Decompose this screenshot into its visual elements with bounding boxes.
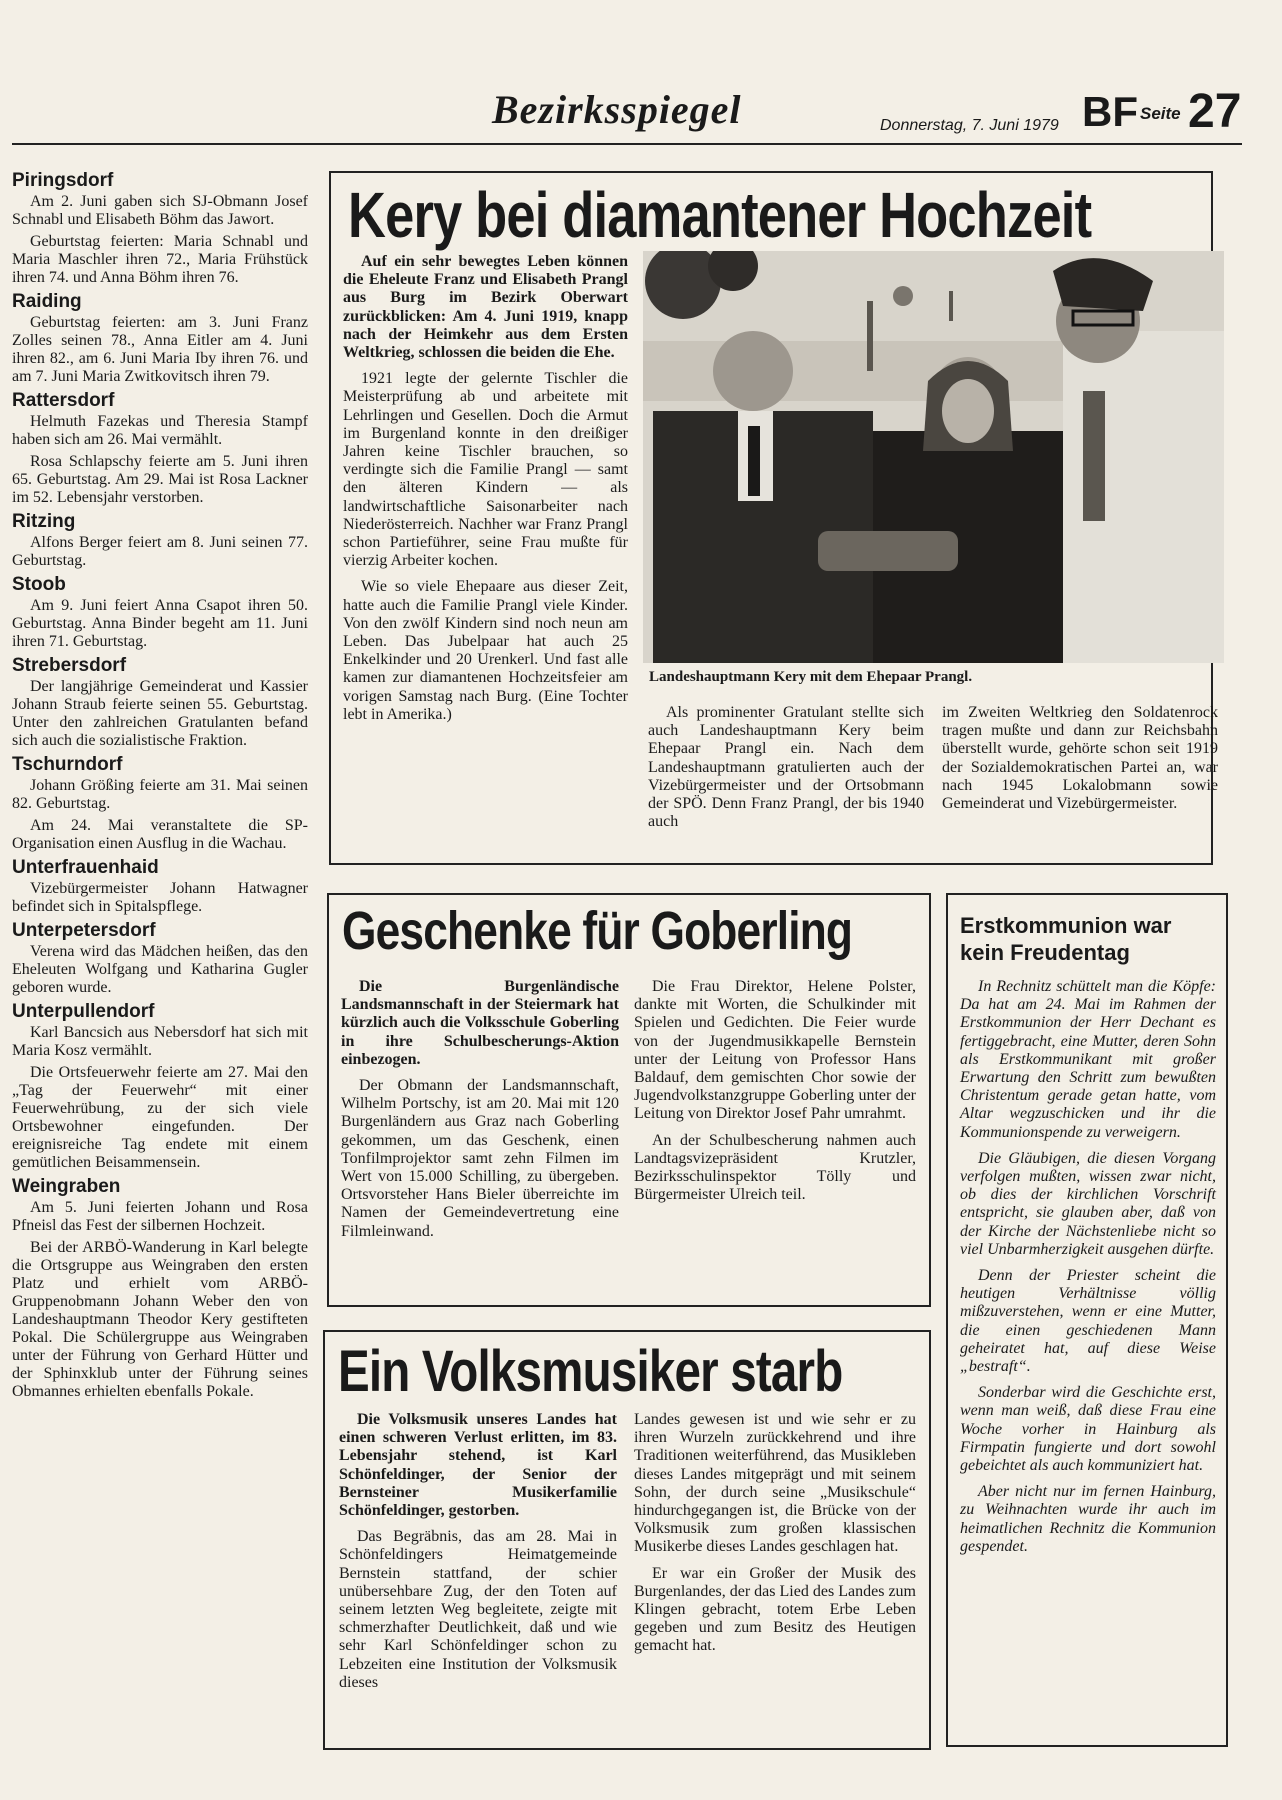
news-paragraph: Am 24. Mai veranstaltete die SP-Organisation einen Ausflug in die Wachau.: [12, 817, 308, 852]
article-volksmusiker-col2: [634, 1411, 916, 1664]
news-paragraph: Bei der ARBÖ-Wanderung in Karl belegte die Ortsgruppe aus Weingraben den ersten Platz und erhielt vom ARBÖ-Gruppenobmann Johann Weber den von Landeshauptmann Theodor Kery gestifteten Pokal. Die Schülergruppe aus Weingraben unter der Führung von Gerhard Hütter und der Sphinxklub unter der Führung seines Obmannes erhielten ebenfalls Pokale.: [12, 1239, 308, 1400]
news-paragraph: Am 5. Juni feierten Johann und Rosa Pfneisl das Fest der silbernen Hochzeit.: [12, 1199, 308, 1234]
page-label: Seite: [1140, 104, 1181, 123]
place-block: [12, 655, 308, 750]
headline-kery: Kery bei diamantener Hochzeit: [348, 179, 1092, 251]
news-paragraph: Rosa Schlapschy feierte am 5. Juni ihren 65. Geburtstag. Am 29. Mai ist Rosa Lackner im 52. Lebensjahr verstorben.: [12, 453, 308, 506]
news-paragraph: Am 2. Juni gaben sich SJ-Obmann Josef Schnabl und Elisabeth Böhm das Jawort.: [12, 193, 308, 228]
place-block: [12, 170, 308, 287]
place-block: [12, 291, 308, 386]
article-erstkommunion-body: [960, 978, 1216, 1564]
photo-prangl-couple: [643, 251, 1224, 663]
article-paragraph: Das Begräbnis, das am 28. Mai in Schönfeldingers Heimatgemeinde Bernstein stattfand, der schier unübersehbare Zug, der den Toten auf seinem letzten Weg begleitete, zeigte mit schmerzhafter Deutlichkeit, daß und wie sehr Karl Schönfeldinger schon zu Lebzeiten eine Institution der Volksmusik dieses: [339, 1528, 617, 1691]
article-paragraph: Wie so viele Ehepaare aus dieser Zeit, hatte auch die Familie Prangl viele Kinder. Von den zwölf Kindern sind noch neun am Leben. Das Jubelpaar hat auch 25 Enkelkinder und 20 Urenkerl. Und fast alle kamen zur diamantenen Hochzeitsfeier am vorigen Samstag nach Burg. (Eine Tochter lebt in Amerika.): [343, 578, 628, 723]
article-goberling-col1: [341, 978, 619, 1249]
article-paragraph: Aber nicht nur im fernen Hainburg, zu Weihnachten wurde ihr auch im heimatlichen Rechnitz die Kommunion gespendet.: [960, 1483, 1216, 1555]
article-kery-col1: [343, 253, 628, 732]
news-paragraph: Am 9. Juni feiert Anna Csapot ihren 50. Geburtstag. Anna Binder begeht am 11. Juni ihren 71. Geburtstag.: [12, 597, 308, 650]
place-heading: Rattersdorf: [12, 390, 115, 411]
article-paragraph: Sonderbar wird die Geschichte erst, wenn man weiß, daß diese Frau eine Woche vorher in Hainburg als Firmpatin fungierte und dort sowohl gebeichtet als auch kommuniziert hat.: [960, 1384, 1216, 1475]
place-block: [12, 1001, 308, 1172]
place-heading: Piringsdorf: [12, 170, 114, 191]
headline-erstkommunion: Erstkommunion war kein Freudentag: [960, 913, 1172, 965]
page-number: 27: [1188, 85, 1242, 138]
place-block: [12, 574, 308, 651]
place-heading: Unterpullendorf: [12, 1001, 155, 1022]
article-paragraph: Denn der Priester scheint die heutigen Verhältnisse völlig mißzuverstehen, wenn er eine Mutter, die einen geschiedenen Mann geheiratet hat, auf diese Weise „bestraft“.: [960, 1267, 1216, 1376]
article-lead: Die Volksmusik unseres Landes hat einen schweren Verlust erlitten, im 83. Lebensjahr stehend, ist Karl Schönfeldinger, der Senior der Bernsteiner Musikerfamilie Schönfeldinger, gestorben.: [339, 1411, 617, 1520]
article-kery-col3: [942, 704, 1218, 821]
news-paragraph: Der langjährige Gemeinderat und Kassier Johann Straub feierte seinen 55. Geburtstag. Unter den zahlreichen Gratulanten befand sich auch die sozialistische Fraktion.: [12, 678, 308, 749]
article-paragraph: im Zweiten Weltkrieg den Soldatenrock tragen mußte und dann zur Reichsbahn überstellt wurde, gehörte schon seit 1919 der Sozialdemokratischen Partei an, war nach 1945 Lokalobmann sowie Gemeinderat und Vizebürgermeister.: [942, 704, 1218, 813]
issue-date: Donnerstag, 7. Juni 1979: [880, 117, 1059, 134]
place-block: [12, 754, 308, 853]
place-heading: Unterpetersdorf: [12, 920, 156, 941]
headline-goberling: Geschenke für Goberling: [342, 901, 853, 961]
section-title: Bezirksspiegel: [492, 87, 742, 132]
place-block: [12, 857, 308, 916]
article-paragraph: An der Schulbescherung nahmen auch Landtagsvizepräsident Krutzler, Bezirksschulinspektor Tölly und Bürgermeister Ulreich teil.: [634, 1131, 916, 1204]
place-heading: Stoob: [12, 574, 66, 595]
place-block: [12, 390, 308, 507]
article-paragraph: Der Obmann der Landsmannschaft, Wilhelm Portschy, ist am 20. Mai mit 120 Burgenländern aus Graz nach Goberling gekommen, um das Geschenk, einen Tonfilmprojektor samt zehn Filmen im Wert von 15.000 Schilling, zu übergeben. Ortsvorsteher Hans Bieler überreichte im Namen der Gemeindevertretung eine Filmleinwand.: [341, 1077, 619, 1240]
news-paragraph: Geburtstag feierten: am 3. Juni Franz Zolles seinen 78., Anna Eitler am 4. Juni ihren 82., am 6. Juni Maria Iby ihren 76. und am 7. Juni Maria Zwitkovitsch ihren 79.: [12, 314, 308, 385]
place-block: [12, 511, 308, 570]
article-goberling-col2: [634, 978, 916, 1212]
article-paragraph: Als prominenter Gratulant stellte sich auch Landeshauptmann Kery beim Ehepaar Prangl ein. Nach dem Landeshauptmann gratulierten auch der Vizebürgermeister und der Ortsobmann der SPÖ. Denn Franz Prangl, der bis 1940 auch: [648, 704, 924, 831]
news-paragraph: Die Ortsfeuerwehr feierte am 27. Mai den „Tag der Feuerwehr“ mit einer Feuerwehrübung, zu der sich viele Ortsbewohner eingefunden. Der ereignisreiche Tag endete mit einem gemütlichen Beisammensein.: [12, 1064, 308, 1171]
article-paragraph: Die Frau Direktor, Helene Polster, dankte mit Worten, die Schulkinder mit Spielen und Gedichten. Die Feier wurde von der Jugendmusikkapelle Bernstein unter der Leitung von Professor Hans Baldauf, dem gemischten Chor sowie der Jugendvolkstanzgruppe Goberling unter der Leitung von Direktor Josef Pahr umrahmt.: [634, 978, 916, 1123]
place-heading: Weingraben: [12, 1176, 121, 1197]
place-heading: Unterfrauenhaid: [12, 857, 159, 878]
article-kery-col2: [648, 704, 924, 839]
news-paragraph: Geburtstag feierten: Maria Schnabl und Maria Maschler ihren 72., Maria Frühstück ihren 74. und Anna Böhm ihren 76.: [12, 233, 308, 286]
paper-logo: BF: [1082, 88, 1138, 135]
news-paragraph: Johann Größing feierte am 31. Mai seinen 82. Geburtstag.: [12, 777, 308, 812]
news-paragraph: Vizebürgermeister Johann Hatwagner befindet sich in Spitalspflege.: [12, 880, 308, 915]
article-paragraph: Er war ein Großer der Musik des Burgenlandes, der das Lied des Landes zum Klingen gebracht, totem Erbe Leben gegeben und zum Besitz des Heutigen gemacht hat.: [634, 1564, 916, 1655]
article-lead: Die Burgenländische Landsmannschaft in der Steiermark hat kürzlich auch die Volksschule Goberling in ihre Schulbescherungs-Aktion einbezogen.: [341, 978, 619, 1068]
article-paragraph: Landes gewesen ist und wie sehr er zu ihren Wurzeln zurückkehrend und ihre Traditionen weiterführend, das Musikleben dieses Landes mitgeprägt und mit seinem Sohn, der durch seine „Musikschule“ hindurchgegangen ist, die Brücke von der Volksmusik zum großen klassischen Musikerbe dieses Landes geschlagen hat.: [634, 1411, 916, 1556]
headline-volksmusiker: Ein Volksmusiker starb: [338, 1339, 843, 1404]
header-rule: [12, 143, 1242, 145]
news-paragraph: Alfons Berger feiert am 8. Juni seinen 77. Geburtstag.: [12, 534, 308, 569]
article-paragraph: In Rechnitz schüttelt man die Köpfe: Da hat am 24. Mai im Rahmen der Erstkommunion der Herr Dechant es fertiggebracht, eine Mutter, deren Sohn als Erstkommunikant mit großer Erwartung den Schritt zum bewußten Christentum gerade getan hatte, vom Altar wegzuschicken und ihr die Kommunionspende zu verweigern.: [960, 978, 1216, 1141]
place-heading: Strebersdorf: [12, 655, 127, 676]
photo-caption: Landeshauptmann Kery mit dem Ehepaar Prangl.: [649, 669, 973, 685]
article-volksmusiker-col1: [339, 1411, 617, 1700]
news-paragraph: Helmuth Fazekas und Theresia Stampf haben sich am 26. Mai vermählt.: [12, 413, 308, 448]
photo-illustration: [643, 251, 1224, 663]
article-paragraph: 1921 legte der gelernte Tischler die Meisterprüfung ab und arbeitete mit Lehrlingen und Gesellen. Doch die Armut im Burgenland konnte in den dreißiger Jahren keine Tischler brauchen, so verdingte sich die Familie Prangl — samt den älteren Kindern — als landwirtschaftliche Saisonarbeiter nach Niederösterreich. Nachher war Franz Prangl schon Partieführer, seine Frau mußte für vierzig Arbeiter kochen.: [343, 370, 628, 570]
article-lead: Auf ein sehr bewegtes Leben können die Eheleute Franz und Elisabeth Prangl aus Burg im Bezirk Oberwart zurückblicken: Am 4. Juni 1919, knapp nach der Heimkehr aus dem Ersten Weltkrieg, schlossen die beiden die Ehe.: [343, 253, 628, 362]
place-heading: Ritzing: [12, 511, 76, 532]
place-block: [12, 920, 308, 997]
place-heading: Tschurndorf: [12, 754, 123, 775]
local-news-column: [12, 166, 308, 1405]
place-block: [12, 1176, 308, 1401]
place-heading: Raiding: [12, 291, 82, 312]
news-paragraph: Verena wird das Mädchen heißen, das den Eheleuten Wolfgang und Katharina Gugler geboren wurde.: [12, 943, 308, 996]
news-paragraph: Karl Bancsich aus Nebersdorf hat sich mit Maria Kosz vermählt.: [12, 1024, 308, 1059]
article-paragraph: Die Gläubigen, die diesen Vorgang verfolgen mußten, wissen zwar nicht, ob dies der kirchlichen Vorschrift entspricht, sie glauben aber, daß von der Kirche der Nächstenliebe nicht so viel Unbarmherzigkeit ausgehen dürfte.: [960, 1149, 1216, 1258]
